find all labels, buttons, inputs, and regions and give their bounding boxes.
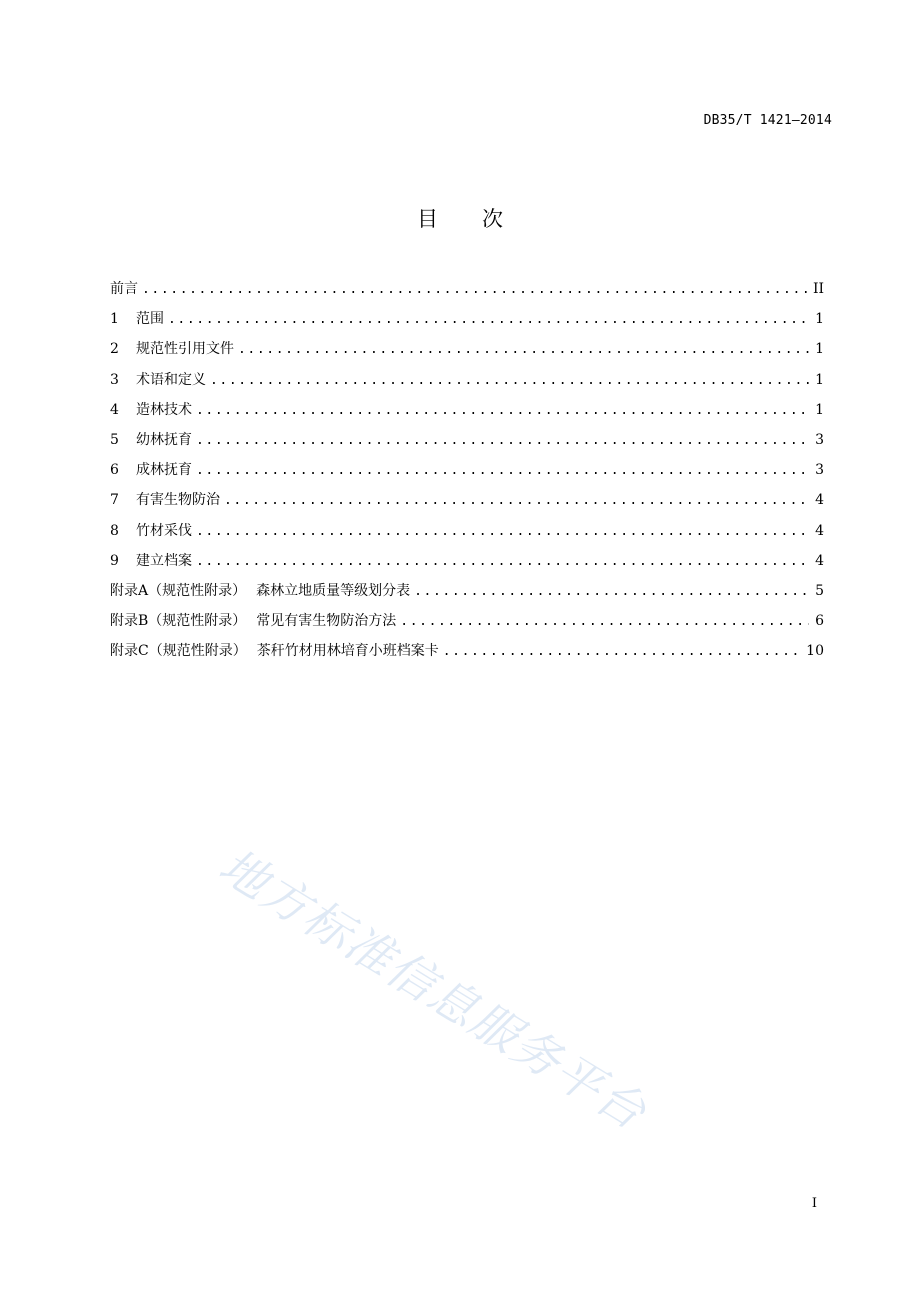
toc-entry-label: 建立档案 (136, 552, 192, 569)
toc-entry-number: 9 (110, 552, 119, 569)
toc-entry-page: 10 (806, 643, 824, 660)
toc-entry-6[interactable] (110, 459, 824, 489)
toc-entry-9[interactable] (110, 550, 824, 580)
toc-entry-number: 4 (110, 401, 119, 418)
toc-entry-number: 1 (110, 311, 119, 328)
toc-dot-leader (196, 551, 809, 573)
toc-dot-leader (142, 279, 807, 301)
toc-entry-appendix-a[interactable] (110, 580, 824, 610)
watermark-text: 地方标准信息服务平台 (209, 838, 657, 1142)
toc-entry-appendix-b[interactable] (110, 610, 824, 640)
toc-dot-leader (196, 400, 809, 422)
toc-entry-page: 4 (815, 522, 824, 539)
toc-appendix-prefix: 附录A（规范性附录） (110, 582, 247, 599)
toc-entry-label: 前言 (110, 281, 138, 297)
toc-entry-label: 成林抚育 (136, 462, 192, 479)
toc-entry-label: 范围 (136, 311, 164, 328)
toc-entry-label: 规范性引用文件 (136, 341, 234, 358)
toc-dot-leader (196, 521, 809, 543)
toc-entry-page: 3 (815, 431, 824, 448)
toc-entry-label: 造林技术 (136, 401, 192, 418)
toc-entry-label: 幼林抚育 (136, 431, 192, 448)
toc-entry-label: 常见有害生物防治方法 (256, 613, 397, 630)
toc-entry-7[interactable] (110, 489, 824, 519)
toc-entry-4[interactable] (110, 399, 824, 429)
toc-dot-leader (400, 611, 809, 633)
toc-entry-label: 竹材采伐 (136, 522, 192, 539)
toc-dot-leader (210, 370, 809, 392)
toc-entry-page: II (812, 281, 824, 297)
toc-entry-page: 6 (815, 613, 824, 630)
toc-dot-leader (224, 490, 809, 512)
toc-entry-page: 1 (815, 341, 824, 358)
toc-entry-page: 1 (815, 371, 824, 388)
page-number: I (811, 1196, 817, 1211)
toc-entry-label: 茶秆竹材用林培育小班档案卡 (256, 643, 439, 660)
toc-entry-number: 5 (110, 431, 119, 448)
toc-entry-page: 1 (815, 311, 824, 328)
table-of-contents (110, 278, 824, 670)
toc-dot-leader (168, 309, 809, 331)
toc-dot-leader (196, 460, 809, 482)
toc-entry-number: 2 (110, 341, 119, 358)
toc-entry-page: 1 (815, 401, 824, 418)
toc-entry-label: 术语和定义 (136, 371, 206, 388)
toc-entry-label: 有害生物防治 (136, 492, 220, 509)
toc-entry-page: 4 (815, 552, 824, 569)
title-char-2: 次 (482, 207, 503, 231)
toc-appendix-prefix: 附录B（规范性附录） (110, 613, 247, 630)
toc-dot-leader (196, 430, 809, 452)
toc-entry-label: 森林立地质量等级划分表 (256, 582, 411, 599)
toc-entry-page: 5 (815, 582, 824, 599)
toc-entry-number: 6 (110, 462, 119, 479)
toc-entry-appendix-c[interactable] (110, 640, 824, 670)
toc-dot-leader (443, 641, 800, 663)
toc-appendix-prefix: 附录C（规范性附录） (110, 643, 247, 660)
toc-entry-number: 3 (110, 371, 119, 388)
toc-entry-number: 7 (110, 492, 119, 509)
toc-dot-leader (238, 339, 809, 361)
toc-entry-page: 4 (815, 492, 824, 509)
toc-entry-page: 3 (815, 462, 824, 479)
toc-entry-1[interactable] (110, 308, 824, 338)
page-title (0, 203, 920, 233)
toc-entry-8[interactable] (110, 520, 824, 550)
title-char-1: 目 (417, 207, 438, 231)
toc-entry-foreword[interactable] (110, 278, 824, 308)
toc-entry-3[interactable] (110, 369, 824, 399)
toc-entry-number: 8 (110, 522, 119, 539)
toc-entry-2[interactable] (110, 338, 824, 368)
toc-entry-5[interactable] (110, 429, 824, 459)
toc-dot-leader (414, 581, 809, 603)
document-code: DB35/T 1421—2014 (703, 113, 832, 128)
